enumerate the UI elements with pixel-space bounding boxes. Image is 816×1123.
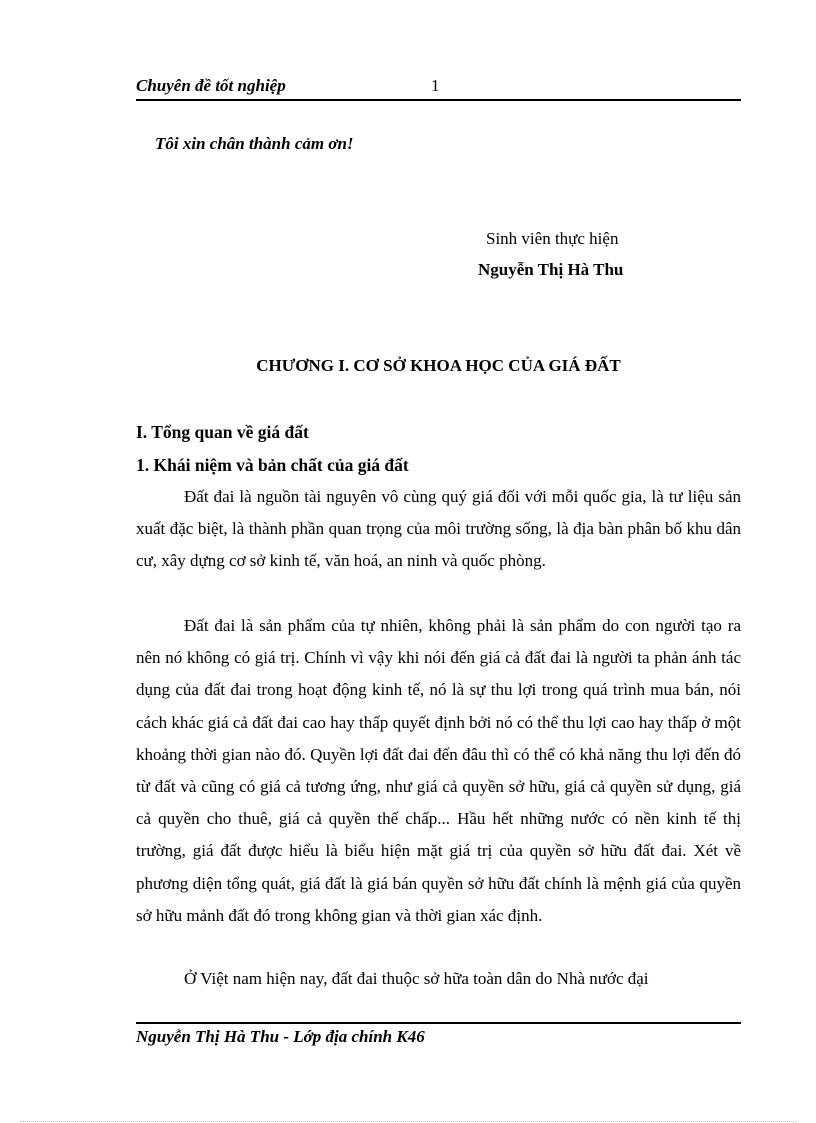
paragraph-text: Ở Việt nam hiện nay, đất đai thuộc sở hữa toàn dân do Nhà nước đại bbox=[184, 969, 649, 988]
paragraph-text: Đất đai là nguồn tài nguyên vô cùng quý giá đối với mỗi quốc gia, là tư liệu sản xuất đặc biệt, là thành phần quan trọng của môi trường sống, là địa bàn phân bố khu dân cư, xây dựng cơ sở kinh tế, văn hoá, an ninh và quốc phòng. bbox=[136, 487, 741, 571]
footer-text: Nguyễn Thị Hà Thu - Lớp địa chính K46 bbox=[136, 1027, 425, 1046]
chapter-title: CHƯƠNG I. CƠ SỞ KHOA HỌC CỦA GIÁ ĐẤT bbox=[256, 356, 621, 375]
signature-role: Sinh viên thực hiện bbox=[486, 229, 619, 248]
page-edge-divider bbox=[20, 1121, 796, 1122]
body-paragraph-1 bbox=[136, 481, 741, 578]
body-paragraph-2 bbox=[136, 610, 741, 932]
page-number: 1 bbox=[431, 76, 440, 95]
thanks-line: Tôi xin chân thành cảm ơn! bbox=[155, 134, 354, 153]
body-paragraph-3 bbox=[136, 963, 741, 995]
section-heading: I. Tổng quan về giá đất bbox=[136, 422, 309, 442]
paragraph-text: Đất đai là sản phẩm của tự nhiên, không phải là sản phẩm do con người tạo ra nên nó không có giá trị. Chính vì vậy khi nói đến giá cả đất đai là người ta phản ánh tác dụng của đất đai trong hoạt động kinh tế, nó là sự thu lợi trong quá trình mua bán, nói cách khác giá cả đất đai cao hay thấp quyết định bởi nó có thể thu lợi cao hay thấp ở một khoảng thời gian nào đó. Quyền lợi đất đai đến đâu thì có thể có khả năng thu lợi đến đó từ đất và cũng có giá cả tương ứng, như giá cả quyền sở hữu, giá cả quyền sử dụng, giá cả quyền cho thuê, giá cả quyền thế chấp... Hầu hết những nước có nền kinh tế thị trường, giá đất được hiểu là biểu hiện mặt giá trị của quyền sở hữu đất đai. Xét về phương diện tổng quát, giá đất là giá bán quyền sở hữu đất chính là mệnh giá của quyền sở hữu mảnh đất đó trong không gian và thời gian xác định. bbox=[136, 616, 741, 925]
header-rule bbox=[136, 99, 741, 101]
subsection-heading: 1. Khái niệm và bản chất của giá đất bbox=[136, 455, 409, 475]
footer-rule bbox=[136, 1022, 741, 1024]
signature-name: Nguyễn Thị Hà Thu bbox=[478, 260, 624, 279]
header-title: Chuyên đề tốt nghiệp bbox=[136, 76, 286, 95]
